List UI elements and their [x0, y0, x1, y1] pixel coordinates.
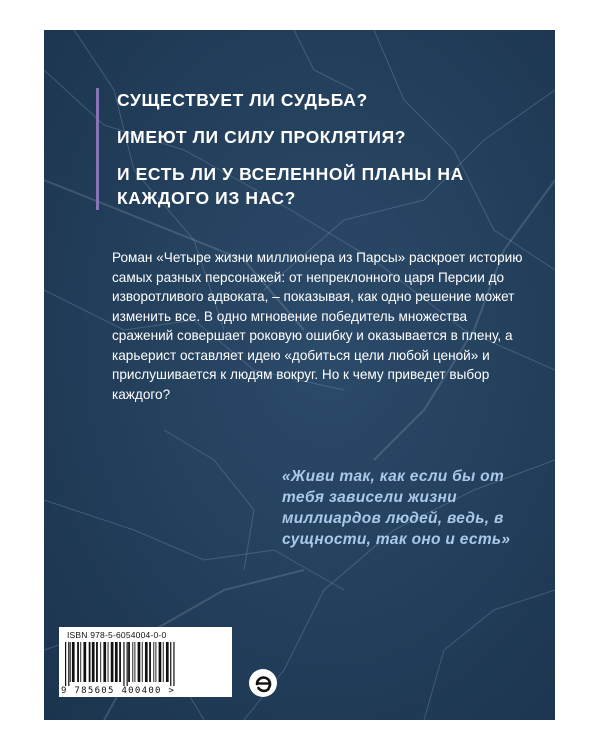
epigraph-quote: «Живи так, как если бы от тебя зависели жизни миллиардов людей, ведь, в сущности, так оно и есть»	[282, 468, 511, 548]
question-fate: СУЩЕСТВУЕТ ЛИ СУДЬБА?	[117, 90, 368, 110]
isbn-label: ISBN 978-5-6054004-0-0	[67, 630, 167, 640]
question-curses: ИМЕЮТ ЛИ СИЛУ ПРОКЛЯТИЯ?	[117, 127, 407, 147]
publisher-logo-icon	[248, 668, 278, 698]
barcode-number: 9 785605 400400 >	[61, 686, 176, 696]
question-universe-plans: И ЕСТЬ ЛИ У ВСЕЛЕННОЙ ПЛАНЫ НА КАЖДОГО ИЗ НАС?	[117, 164, 464, 208]
barcode-bars	[63, 642, 227, 686]
book-back-cover	[44, 30, 555, 720]
questions-block	[96, 88, 537, 210]
barcode-panel	[59, 627, 232, 697]
book-description: Роман «Четыре жизни миллионера из Парсы» раскроет историю самых разных персонажей: от непреклонного царя Персии до изворотливого адвоката, – показывая, как одно решение может изменить все. В одно мгновение победитель множества сражений совершает роковую ошибку и оказывается в плену, а карьерист оставляет идею «добиться цели любой ценой» и прислушивается к людям вокруг. Но к чему приведет выбор каждого?	[112, 250, 523, 402]
